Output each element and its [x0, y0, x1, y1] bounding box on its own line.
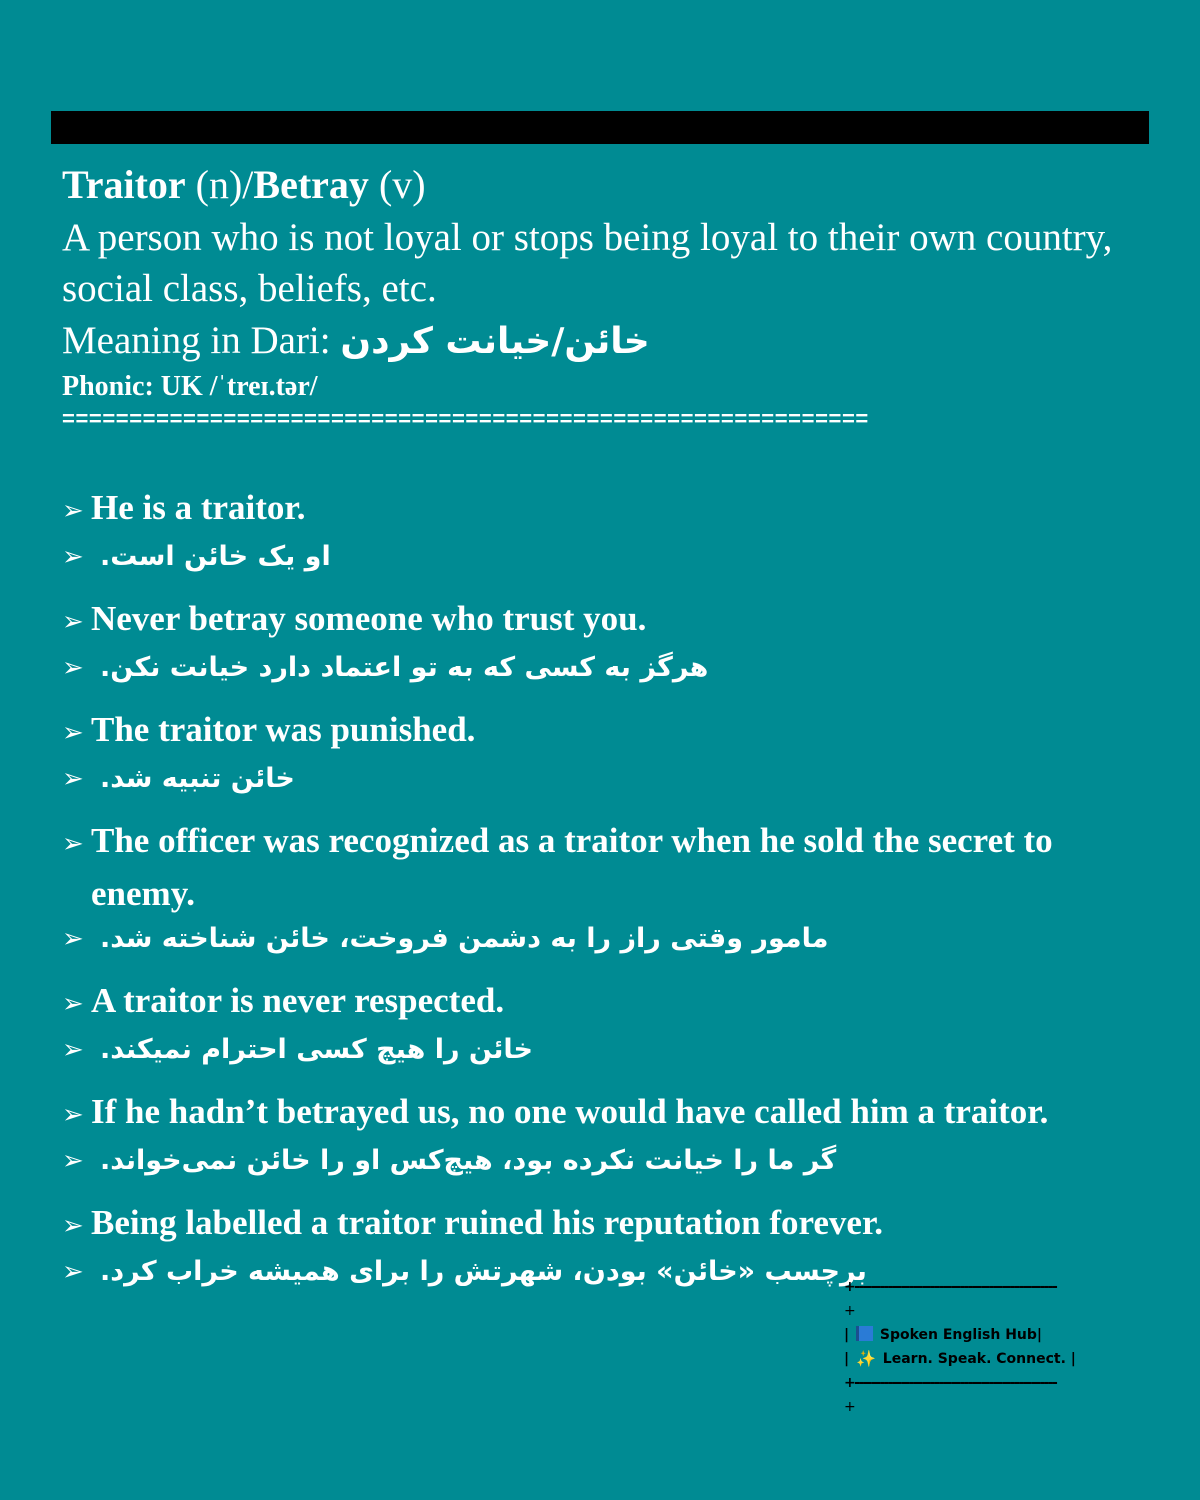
brand-badge: [844, 1275, 1144, 1419]
badge-plus-top: +: [844, 1303, 856, 1319]
badge-tagline: Learn. Speak. Connect.: [882, 1351, 1066, 1367]
arrow-bullet-icon: ➢: [62, 989, 84, 1019]
divider-line: ============================================================: [62, 406, 869, 431]
arrow-bullet-icon: ➢: [62, 718, 84, 748]
example-english-text: A traitor is never respected.: [91, 981, 505, 1020]
example-dari-text: برچسب «خائن» بودن، شهرتش را برای همیشه خراب کرد.: [100, 1256, 867, 1287]
example-list: [62, 475, 1062, 1301]
example-english: [62, 1198, 1062, 1251]
arrow-bullet-icon: ➢: [62, 542, 84, 572]
arrow-bullet-icon: ➢: [62, 496, 84, 526]
definition-text: A person who is not loyal or stops being loyal to their own country, social class, beliefs, etc.: [62, 216, 1113, 310]
verb-pos: (v): [368, 162, 426, 207]
arrow-bullet-icon: ➢: [62, 1257, 84, 1287]
noun-pos: (n)/: [185, 162, 254, 207]
example-english-text: The officer was recognized as a traitor when he sold the secret to enemy.: [91, 821, 1053, 913]
example-dari-text: گر ما را خیانت نکرده بود، هیچ‌کس او را خائن نمی‌خواند.: [100, 1145, 837, 1176]
example-dari: [62, 1140, 1062, 1190]
example-english-text: Never betray someone who trust you.: [91, 599, 647, 638]
example-dari: [62, 758, 1062, 808]
example-dari: [62, 536, 1062, 586]
example-dari: [62, 1029, 1062, 1079]
top-black-bar: [51, 111, 1149, 144]
arrow-bullet-icon: ➢: [62, 1146, 84, 1176]
arrow-bullet-icon: ➢: [62, 829, 84, 859]
arrow-bullet-icon: ➢: [62, 764, 84, 794]
example-dari-text: او یک خائن است.: [100, 541, 331, 572]
verb-word: Betray: [253, 162, 369, 207]
badge-line-1: | Spoken English Hub|: [844, 1327, 1043, 1343]
arrow-bullet-icon: ➢: [62, 653, 84, 683]
badge-border-top: +------------------------------------------------: [844, 1279, 1057, 1295]
example-dari-text: مامور وقتی راز را به دشمن فروخت، خائن شناخته شد.: [100, 923, 829, 954]
example-english-text: Being labelled a traitor ruined his reputation forever.: [91, 1203, 884, 1242]
example-english: [62, 705, 1062, 758]
example-english-text: The traitor was punished.: [91, 710, 476, 749]
example-english: [62, 594, 1062, 647]
arrow-bullet-icon: ➢: [62, 607, 84, 637]
word-title: [62, 160, 1152, 210]
example-english: [62, 816, 1062, 918]
example-english: [62, 1087, 1062, 1140]
example-dari-text: خائن را هیچ کسی احترام نمیکند.: [100, 1034, 533, 1065]
badge-plus-bottom: +: [844, 1399, 856, 1415]
example-dari: [62, 647, 1062, 697]
example-dari: [62, 918, 1062, 968]
badge-border-bottom: +------------------------------------------------: [844, 1375, 1057, 1391]
arrow-bullet-icon: ➢: [62, 924, 84, 954]
example-english: [62, 976, 1062, 1029]
example-english-text: He is a traitor.: [91, 488, 306, 527]
dari-value: خائن/خیانت کردن: [340, 321, 650, 362]
arrow-bullet-icon: ➢: [62, 1100, 84, 1130]
book-icon: [856, 1326, 873, 1341]
arrow-bullet-icon: ➢: [62, 1211, 84, 1241]
example-dari-text: خائن تنبیه شد.: [100, 763, 295, 794]
arrow-bullet-icon: ➢: [62, 1035, 84, 1065]
badge-brand-name: Spoken English Hub: [879, 1327, 1037, 1343]
badge-line-2: | ✨ Learn. Speak. Connect. |: [844, 1347, 1144, 1371]
example-dari-text: هرگز به کسی که به تو اعتماد دارد خیانت نکن.: [100, 652, 709, 683]
sparkle-icon: ✨: [856, 1349, 876, 1368]
example-english: [62, 483, 1062, 536]
noun-word: Traitor: [62, 162, 186, 207]
dari-meaning: [62, 314, 1152, 369]
example-english-text: If he hadn’t betrayed us, no one would have called him a traitor.: [91, 1092, 1049, 1131]
vocabulary-header: [62, 160, 1152, 433]
phonic-text: Phonic: UK /ˈtreɪ.tər/: [62, 371, 318, 402]
dari-label: Meaning in Dari:: [62, 319, 341, 362]
